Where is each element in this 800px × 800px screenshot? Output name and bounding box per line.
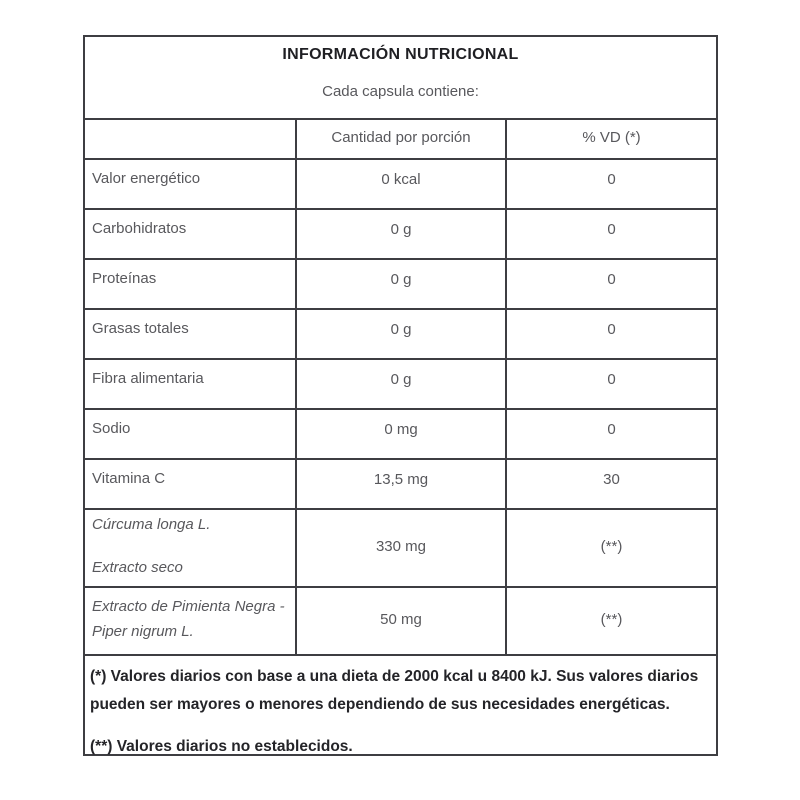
row-daily-value: 0 — [505, 310, 716, 358]
table-row — [85, 258, 716, 308]
row-label — [85, 410, 295, 458]
row-label — [85, 460, 295, 508]
table-body — [85, 158, 716, 654]
row-daily-value: 0 — [505, 410, 716, 458]
row-label — [85, 260, 295, 308]
row-amount: 0 g — [295, 310, 505, 358]
row-label — [85, 160, 295, 208]
table-row — [85, 308, 716, 358]
table-footnotes — [85, 654, 716, 754]
row-daily-value: 0 — [505, 360, 716, 408]
row-daily-value: 0 — [505, 160, 716, 208]
row-daily-value: (**) — [505, 510, 716, 586]
header-amount-per-serving: Cantidad por porción — [295, 120, 505, 158]
footnote-not-established: (**) Valores diarios no establecidos. — [90, 738, 353, 756]
row-label — [85, 210, 295, 258]
table-title-block — [85, 37, 716, 118]
row-label — [85, 310, 295, 358]
row-label-line: Extracto seco — [92, 558, 183, 576]
table-row — [85, 158, 716, 208]
row-label-line: Vitamina C — [92, 470, 166, 488]
table-row — [85, 586, 716, 654]
row-label-line: Grasas totales — [92, 320, 189, 338]
row-amount: 0 g — [295, 210, 505, 258]
row-label-line: Proteínas — [92, 270, 157, 288]
table-subtitle: Cada capsula contiene: — [322, 83, 479, 100]
table-row — [85, 508, 716, 586]
row-daily-value: 0 — [505, 210, 716, 258]
row-label — [85, 510, 295, 586]
table-row — [85, 208, 716, 258]
row-amount: 330 mg — [295, 510, 505, 586]
table-row — [85, 358, 716, 408]
row-daily-value: 0 — [505, 260, 716, 308]
table-title: INFORMACIÓN NUTRICIONAL — [282, 46, 519, 63]
row-amount: 0 g — [295, 260, 505, 308]
row-label-line: Sodio — [92, 420, 131, 438]
header-empty-cell — [85, 120, 295, 158]
row-amount: 0 g — [295, 360, 505, 408]
row-label-line: Piper nigrum L. — [92, 622, 194, 640]
row-label — [85, 360, 295, 408]
row-amount: 50 mg — [295, 588, 505, 654]
row-amount: 13,5 mg — [295, 460, 505, 508]
table-row — [85, 458, 716, 508]
row-amount: 0 mg — [295, 410, 505, 458]
row-daily-value: (**) — [505, 588, 716, 654]
footnote-daily-values: (*) Valores diarios con base a una dieta de 2000 kcal u 8400 kJ. Sus valores diarios pueden ser mayores o menores dependiendo de sus necesidades energéticas. — [90, 668, 699, 713]
row-label-line: Valor energético — [92, 170, 201, 188]
table-row — [85, 408, 716, 458]
row-amount: 0 kcal — [295, 160, 505, 208]
row-label — [85, 588, 295, 654]
table-header-row — [85, 118, 716, 158]
nutrition-table — [83, 35, 718, 756]
row-label-line: Cúrcuma longa L. — [92, 516, 211, 533]
row-label-line: Extracto de Pimienta Negra - — [92, 598, 285, 615]
row-label-line: Carbohidratos — [92, 220, 187, 238]
row-label-line: Fibra alimentaria — [92, 370, 204, 388]
row-daily-value: 30 — [505, 460, 716, 508]
header-percent-daily-value: % VD (*) — [505, 120, 716, 158]
